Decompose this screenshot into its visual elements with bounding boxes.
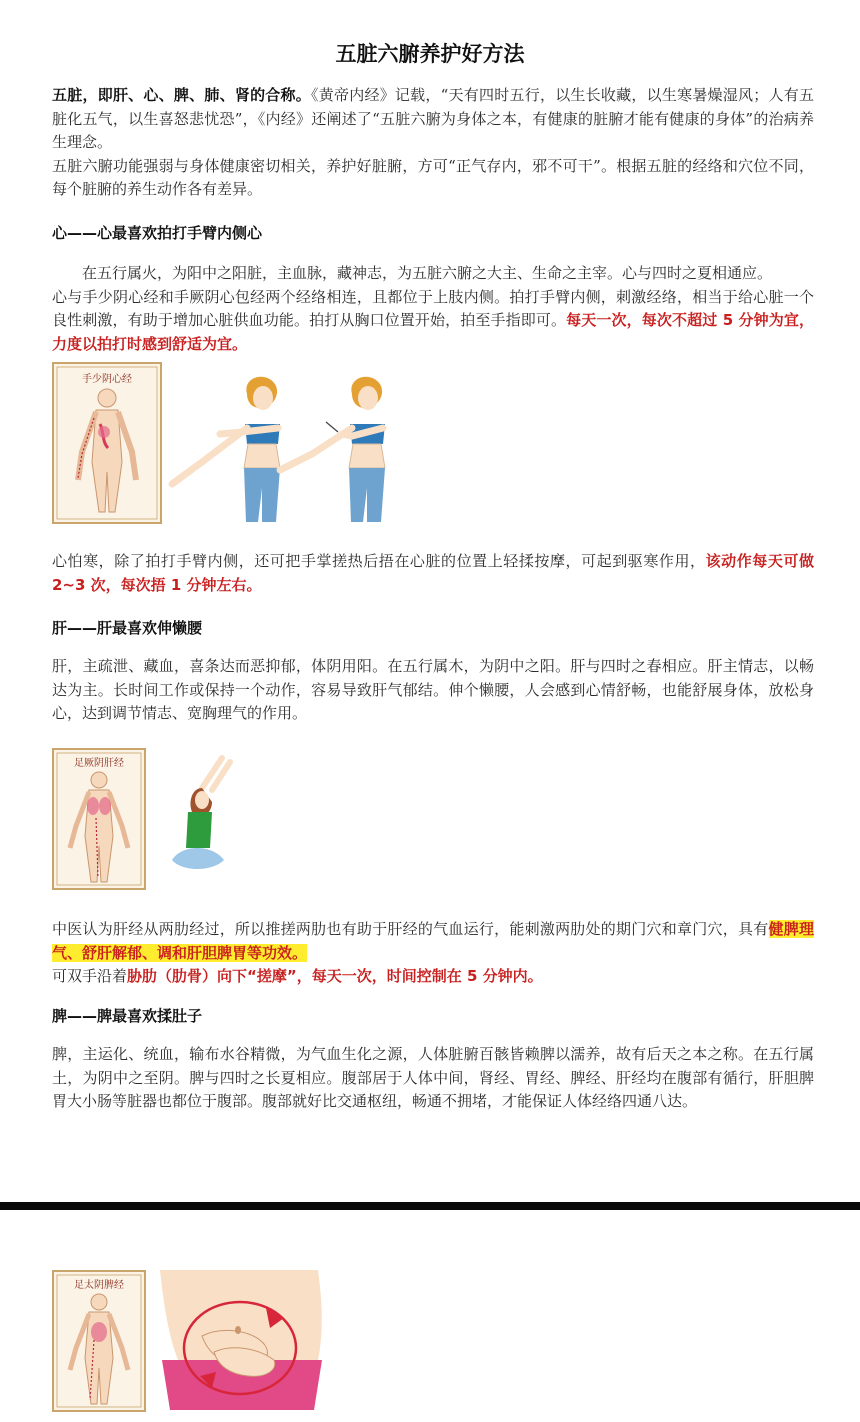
liver-red-note: 胁肋（肋骨）向下“搓摩”，每天一次，时间控制在 5 分钟内。	[127, 967, 543, 985]
heart-exercise-figure-1	[172, 377, 280, 522]
spleen-paragraph	[52, 1043, 814, 1114]
heart-chart-label: 手少阴心经	[82, 374, 132, 385]
page-title: 五脏六腑养护好方法	[335, 42, 525, 66]
liver-heading: 肝——肝最喜欢伸懒腰	[52, 619, 203, 637]
heart-meridian-chart	[53, 363, 161, 523]
heart-text-2: 心怕寒，除了拍打手臂内侧，还可把手掌搓热后捂在心脏的位置上轻揉按摩，可起到驱寒作用，	[52, 552, 706, 570]
heart-text-a: 在五行属火，为阳中之阳脏，主血脉，藏神志，为五脏六腑之大主、生命之主宰。心与四时之夏相通应。	[82, 264, 773, 282]
spleen-text: 脾，主运化、统血，输布水谷精微，为气血生化之源，人体脏腑百骸皆赖脾以濡养，故有后天之本之称。在五行属土，为阴中之至阴。脾与四时之长夏相应。腹部居于人体中间，肾经、胃经、脾经、肝经均在腹部有循行，肝胆脾胃大小肠等脏器也都位于腹部。腹部就好比交通枢纽，畅通不拥堵，才能保证人体经络四通八达。	[52, 1045, 814, 1110]
spleen-meridian-chart	[53, 1271, 145, 1411]
heart-text-b: 心与手少阴心经和手厥阴心包经两个经络相连，且都位于上肢内侧。拍打手臂内侧，刺激经络，相当于给心脏一个良性刺激，有助于增加心脏供血功能。拍打从胸口位置开始，拍至手指即可。	[52, 287, 814, 329]
liver-text-3: 可双手沿着	[52, 967, 128, 985]
spleen-illustration	[52, 1270, 324, 1412]
liver-highlight-note: 健脾理气、舒肝解郁、调和肝胆脾胃等功效。	[52, 920, 814, 962]
liver-paragraph-2	[52, 918, 814, 989]
heart-exercise-figure-2	[280, 377, 385, 522]
heart-red-note: 每天一次，每次不超过 5 分钟为宜，力度以拍打时感到舒适为宜。	[52, 311, 814, 353]
liver-text: 肝，主疏泄、藏血，喜条达而恶抑郁，体阴用阳。在五行属木，为阴中之阳。肝与四时之春相应。肝主情志，以畅达为主。长时间工作或保持一个动作，容易导致肝气郁结。伸个懒腰，人会感到心情舒畅，也能舒展身体，放松身心，达到调节情志、宽胸理气的作用。	[52, 657, 814, 722]
spleen-heading: 脾——脾最喜欢揉肚子	[52, 1007, 203, 1025]
liver-text-2: 中医认为肝经从两肋经过，所以推搓两肋也有助于肝经的气血运行，能刺激两肋处的期门穴和章门穴，具有	[52, 920, 769, 938]
liver-paragraph	[52, 655, 814, 726]
intro-bold-lead: 五脏，即肝、心、脾、肺、肾的合称。	[52, 86, 312, 104]
heart-paragraph-2	[52, 550, 814, 597]
belly-massage-figure	[160, 1270, 322, 1410]
intro-text-2: 五脏六腑功能强弱与身体健康密切相关，养护好脏腑，方可“正气存内，邪不可干”。根据五脏的经络和穴位不同，每个脏腑的养生动作各有差异。	[52, 156, 814, 198]
section-divider	[0, 1202, 860, 1210]
liver-stretch-figure	[172, 758, 230, 869]
liver-chart-label: 足厥阴肝经	[74, 758, 124, 769]
spleen-chart-label: 足太阴脾经	[74, 1280, 124, 1291]
liver-illustration	[52, 748, 252, 892]
heart-red-note-2: 该动作每天可做 2~3 次，每次捂 1 分钟左右。	[52, 552, 814, 594]
heart-heading: 心——心最喜欢拍打手臂内侧心	[52, 224, 263, 242]
intro-paragraph	[52, 84, 814, 202]
intro-text: 《黄帝内经》记载，“天有四时五行，以生长收藏，以生寒暑燥湿风；人有五脏化五气，以生喜怒悲忧恐”，《内经》还阐述了“五脏六腑为身体之本，有健康的脏腑才能有健康的身体”的治病养生理念。	[52, 86, 814, 151]
liver-meridian-chart	[53, 749, 145, 889]
heart-paragraph	[52, 262, 814, 356]
heart-illustration	[52, 362, 412, 526]
